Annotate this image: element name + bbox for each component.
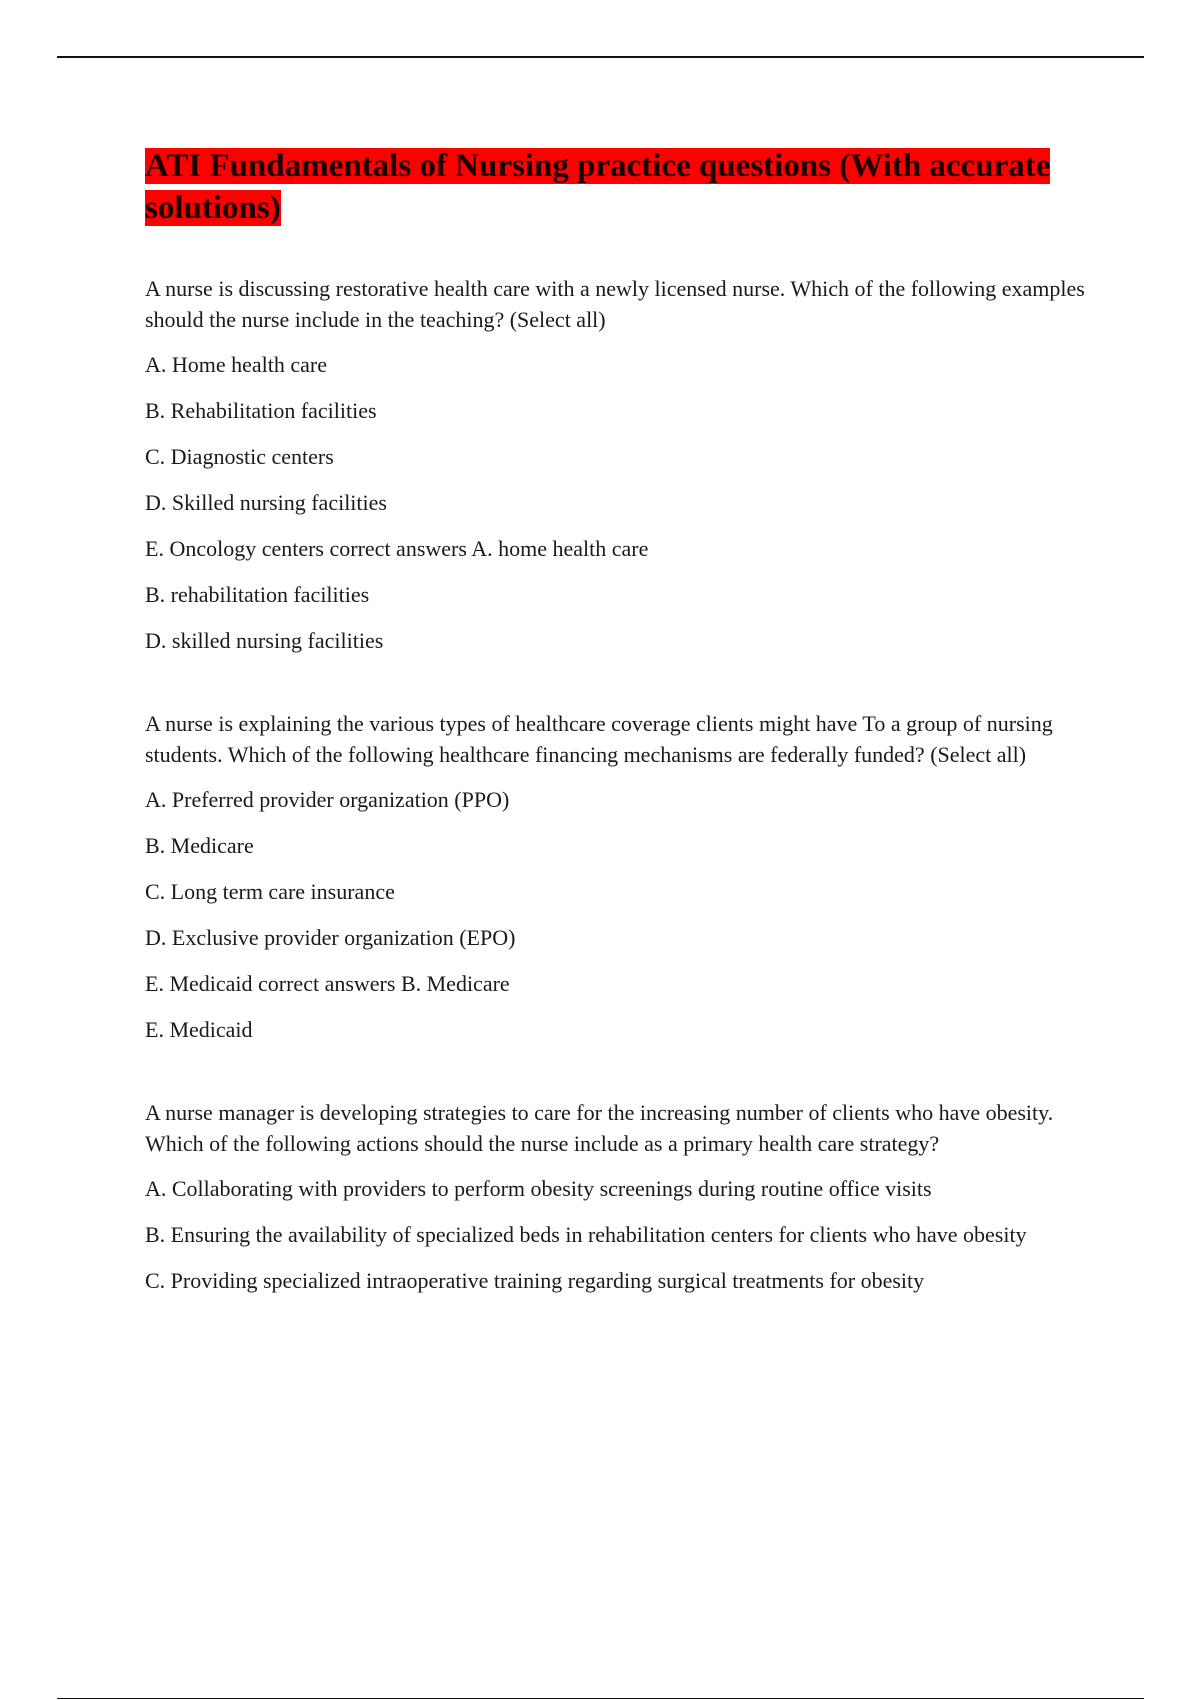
option-line: C. Providing specialized intraoperative training regarding surgical treatments for obesity: [145, 1268, 925, 1293]
option-line: B. Rehabilitation facilities: [145, 398, 377, 423]
title-highlight: ATI Fundamentals of Nursing practice questions (With accurate solutions): [145, 148, 1051, 226]
option-line: C. Long term care insurance: [145, 879, 395, 904]
question-2: [145, 708, 1090, 1045]
option-line: D. Skilled nursing facilities: [145, 490, 387, 515]
document-body: [145, 145, 1090, 1311]
option-line: B. Medicare: [145, 833, 254, 858]
answer-line: B. rehabilitation facilities: [145, 582, 370, 607]
option-line: A. Home health care: [145, 352, 328, 377]
question-text: A nurse is discussing restorative health care with a newly licensed nurse. Which of the following examples should the nurse include in the teaching? (Select all): [145, 276, 1085, 332]
bottom-rule: [57, 1698, 1144, 1699]
option-line: B. Ensuring the availability of specialized beds in rehabilitation centers for clients who have obesity: [145, 1222, 1027, 1247]
question-3: [145, 1097, 1090, 1296]
question-1: [145, 273, 1090, 656]
option-line: A. Collaborating with providers to perform obesity screenings during routine office visits: [145, 1176, 932, 1201]
top-rule: [57, 56, 1144, 58]
option-line: A. Preferred provider organization (PPO): [145, 787, 510, 812]
option-line: C. Diagnostic centers: [145, 444, 334, 469]
option-line-with-answer: E. Medicaid correct answers B. Medicare: [145, 971, 510, 996]
answer-line: D. skilled nursing facilities: [145, 628, 384, 653]
question-text: A nurse manager is developing strategies to care for the increasing number of clients who have obesity. Which of the following actions should the nurse include as a primary health care strategy?: [145, 1100, 1054, 1156]
answer-line: E. Medicaid: [145, 1017, 253, 1042]
option-line: D. Exclusive provider organization (EPO): [145, 925, 516, 950]
document-title: [145, 145, 1090, 229]
option-line-with-answer: E. Oncology centers correct answers A. home health care: [145, 536, 649, 561]
question-text: A nurse is explaining the various types of healthcare coverage clients might have To a group of nursing students. Which of the following healthcare financing mechanisms are federally funded? (Select all): [145, 711, 1053, 767]
